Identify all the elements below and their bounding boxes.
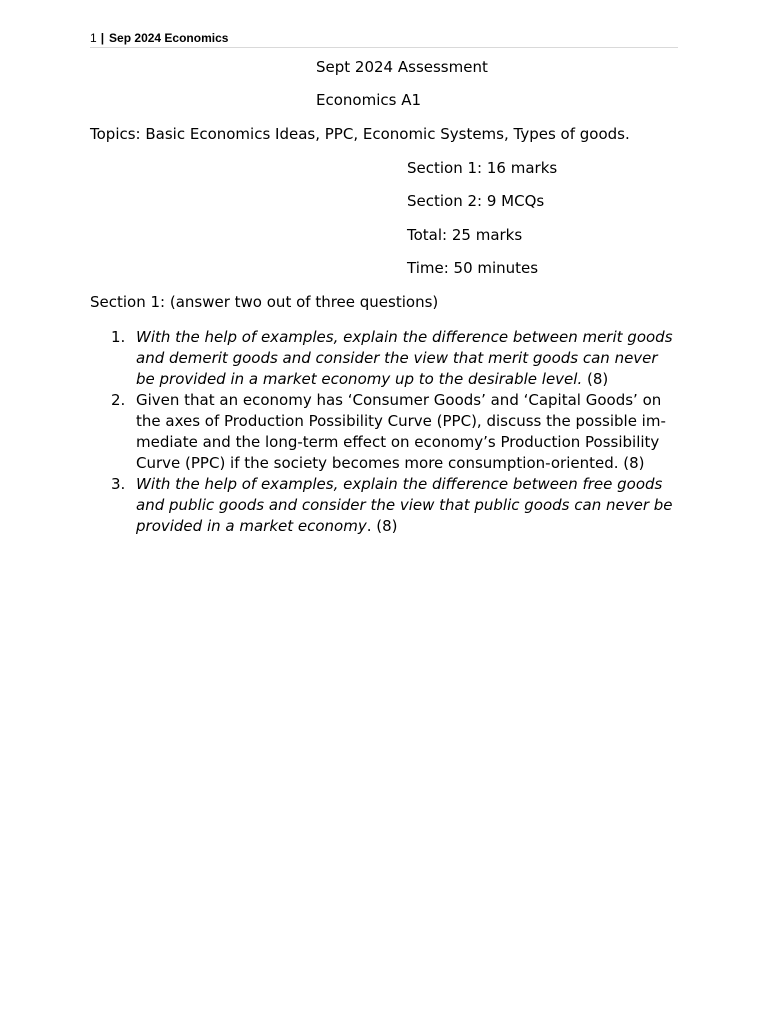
question-item <box>90 327 678 390</box>
total-marks: Total: 25 marks <box>407 226 523 244</box>
question-number: 2. <box>111 391 126 409</box>
question-number: 3. <box>111 475 126 493</box>
question-text-italic: and demerit goods and consider the view that merit goods can never <box>136 349 658 367</box>
page-number: 1 <box>90 31 97 45</box>
question-line <box>136 432 678 453</box>
question-line <box>136 411 678 432</box>
question-line <box>136 348 678 369</box>
question-line <box>136 369 678 390</box>
section1-heading: Section 1: (answer two out of three questions) <box>90 293 439 311</box>
assessment-subtitle: Economics A1 <box>316 91 421 109</box>
topics-line: Topics: Basic Economics Ideas, PPC, Economic Systems, Types of goods. <box>90 125 630 143</box>
question-text: Curve (PPC) if the society becomes more consumption-oriented. (8) <box>136 454 645 472</box>
assessment-title: Sept 2024 Assessment <box>316 58 488 76</box>
question-number: 1. <box>111 328 126 346</box>
question-text: mediate and the long-term effect on economy’s Production Possibility <box>136 433 660 451</box>
question-text-italic: With the help of examples, explain the difference between free goods <box>136 475 663 493</box>
question-line <box>136 495 678 516</box>
question-text-italic: provided in a market economy <box>136 517 367 535</box>
question-text-italic: be provided in a market economy up to the desirable level. <box>136 370 583 388</box>
question-text: Given that an economy has ‘Consumer Goods’ and ‘Capital Goods’ on <box>136 391 662 409</box>
question-line <box>136 453 678 474</box>
question-text-italic: With the help of examples, explain the difference between merit goods <box>136 328 673 346</box>
question-item <box>90 474 678 537</box>
time-allowed: Time: 50 minutes <box>407 259 539 277</box>
question-text-italic: and public goods and consider the view that public goods can never be <box>136 496 673 514</box>
question-text: the axes of Production Possibility Curve (PPC), discuss the possible im- <box>136 412 666 430</box>
header-separator: | <box>100 31 105 45</box>
question-line <box>136 516 678 537</box>
page-header <box>90 30 678 48</box>
question-line <box>136 327 678 348</box>
question-line <box>136 474 678 495</box>
question-list <box>90 327 678 537</box>
header-title: Sep 2024 Economics <box>109 31 229 45</box>
question-item <box>90 390 678 474</box>
section2-mcqs: Section 2: 9 MCQs <box>407 192 545 210</box>
question-text: . (8) <box>366 517 398 535</box>
question-line <box>136 390 678 411</box>
section1-marks: Section 1: 16 marks <box>407 159 558 177</box>
question-text: (8) <box>582 370 609 388</box>
